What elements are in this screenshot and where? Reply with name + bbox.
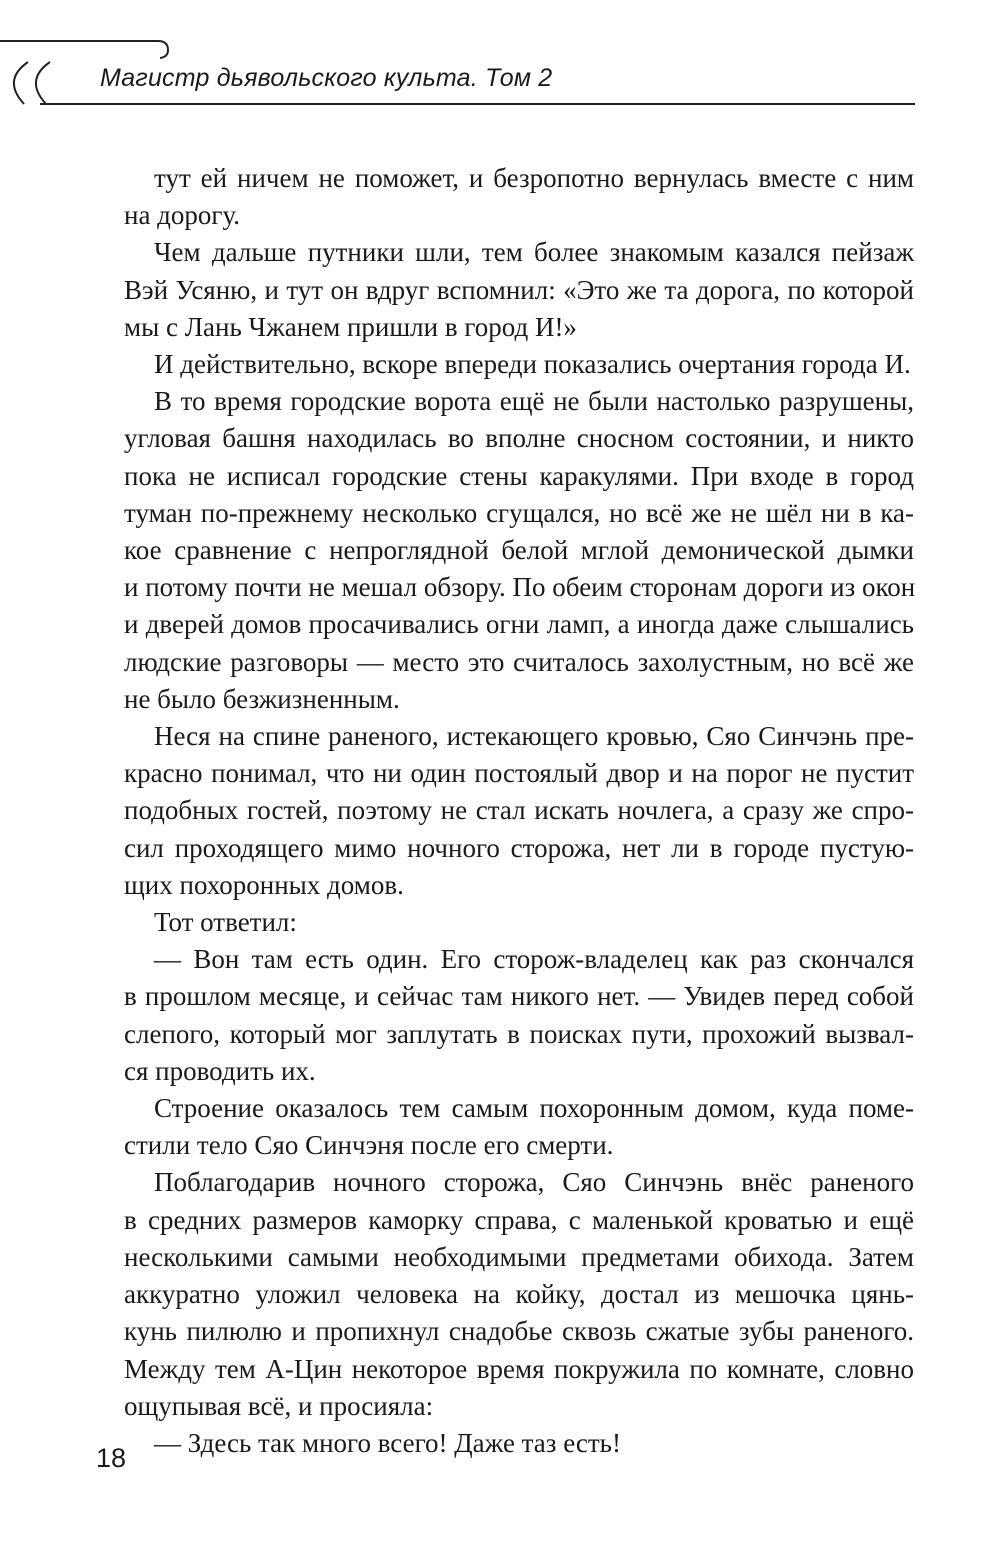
text-line: в средних размеров каморку справа, с маленькой кроватью и ещё (124, 1204, 914, 1235)
text-line: мы с Лань Чжанем пришли в город И!» (124, 311, 577, 342)
body-text (124, 160, 914, 1462)
text-line: слепого, который мог заплутать в поисках пути, прохожий вызвал- (124, 1018, 914, 1049)
paragraph (124, 1164, 914, 1424)
paragraph (124, 383, 914, 718)
text-line: — Вон там есть один. Его сторож-владелец как раз скончался (154, 944, 914, 975)
text-line: туман по-прежнему несколько сгущался, но всё же не шёл ни в ка- (124, 497, 914, 528)
header-left-arc-inner (36, 62, 50, 104)
text-line: не было безжизненным. (124, 683, 400, 714)
text-line: в прошлом месяце, и сейчас там никого нет. — Увидев перед собой (124, 981, 914, 1012)
text-line: Строение оказалось тем самым похоронным домом, куда поме- (154, 1093, 914, 1124)
text-line: Между тем А-Цин некоторое время покружила по комнате, словно (124, 1353, 914, 1384)
paragraph (124, 346, 914, 383)
paragraph (124, 941, 914, 1090)
text-line: аккуратно уложил человека на койку, достал из мешочка цянь- (124, 1279, 914, 1310)
paragraph (124, 718, 914, 904)
text-line: ся проводить их. (124, 1055, 316, 1086)
paragraph (124, 1090, 914, 1164)
text-line: и потому почти не мешал обзору. По обеим сторонам дороги из окон (124, 572, 916, 603)
paragraph (124, 234, 914, 346)
text-line: В то время городские ворота ещё не были настолько разрушены, (154, 386, 914, 417)
text-line: угловая башня находилась во вполне сносном состоянии, и никто (124, 423, 914, 454)
text-line: Поблагодарив ночного сторожа, Сяо Синчэнь внёс раненого (154, 1167, 914, 1198)
text-line: и дверей домов просачивались огни ламп, а иногда даже слышались (124, 609, 914, 640)
text-line: подобных гостей, поэтому не стал искать ночлега, а сразу же спро- (124, 795, 914, 826)
text-line: сил проходящего мимо ночного сторожа, нет ли в городе пустую- (124, 832, 914, 863)
text-line: щих похоронных домов. (124, 869, 404, 900)
text-line: кое сравнение с непроглядной белой мглой демонической дымки (124, 535, 914, 566)
text-line: пока не исписал городские стены каракулями. При входе в город (124, 460, 914, 491)
paragraph (124, 1425, 914, 1462)
page-number: 18 (96, 1443, 127, 1473)
text-line: Тот ответил: (154, 907, 297, 938)
text-line: красно понимал, что ни один постоялый двор и на порог не пустит (124, 758, 914, 789)
text-line: Неся на спине раненого, истекающего кровью, Сяо Синчэнь пре- (154, 721, 914, 752)
header-top-rule (0, 41, 168, 58)
text-line: людские разговоры — место это считалось захолустным, но всё же (124, 646, 914, 677)
text-line: тут ей ничем не поможет, и безропотно вернулась вместе с ним (154, 163, 914, 193)
text-line: ощупывая всё, и просияла: (124, 1390, 434, 1421)
text-line: Чем дальше путники шли, тем более знакомым казался пейзаж (154, 237, 914, 268)
running-head-title: Магистр дьявольского культа. Том 2 (100, 64, 553, 92)
paragraph (124, 160, 914, 234)
text-line: И действительно, вскоре впереди показались очертания города И. (154, 349, 911, 380)
text-line: несколькими самыми необходимыми предметами обихода. Затем (124, 1241, 914, 1272)
text-line: стили тело Сяо Синчэня после его смерти. (124, 1130, 614, 1161)
text-line: кунь пилюлю и пропихнул снадобье сквозь сжатые зубы раненого. (124, 1316, 914, 1347)
text-line: на дорогу. (124, 200, 241, 231)
text-line: Вэй Усяню, и тут он вдруг вспомнил: «Это же та дорога, по которой (124, 274, 914, 305)
paragraph (124, 904, 914, 941)
text-line: — Здесь так много всего! Даже таз есть! (154, 1427, 621, 1458)
header-left-arc-outer (14, 62, 28, 104)
